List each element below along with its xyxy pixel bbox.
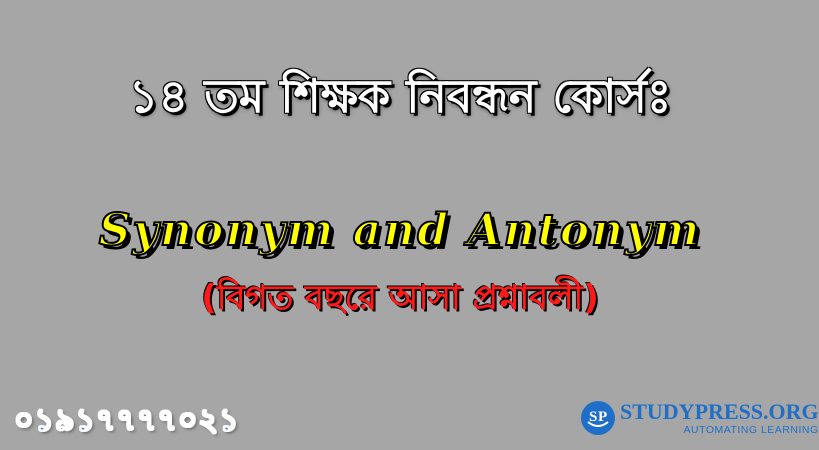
contact-phone: ০১৯১৭৭৭৭০২১ xyxy=(14,403,240,438)
studypress-logo xyxy=(580,398,819,438)
svg-text:S: S xyxy=(589,409,598,425)
svg-text:P: P xyxy=(598,409,608,425)
course-title: ১৪ তম শিক্ষক নিবন্ধন কোর্সঃ xyxy=(128,69,672,123)
logo-tagline: AUTOMATING LEARNING xyxy=(683,423,819,436)
logo-name: STUDYPRESS.ORG xyxy=(620,398,819,424)
previous-years-note: (বিগত বছরে আসা প্রশ্নাবলী) xyxy=(201,278,599,318)
studypress-logo-icon xyxy=(580,400,616,436)
topic-subtitle: Synonym and Antonym xyxy=(98,205,702,256)
